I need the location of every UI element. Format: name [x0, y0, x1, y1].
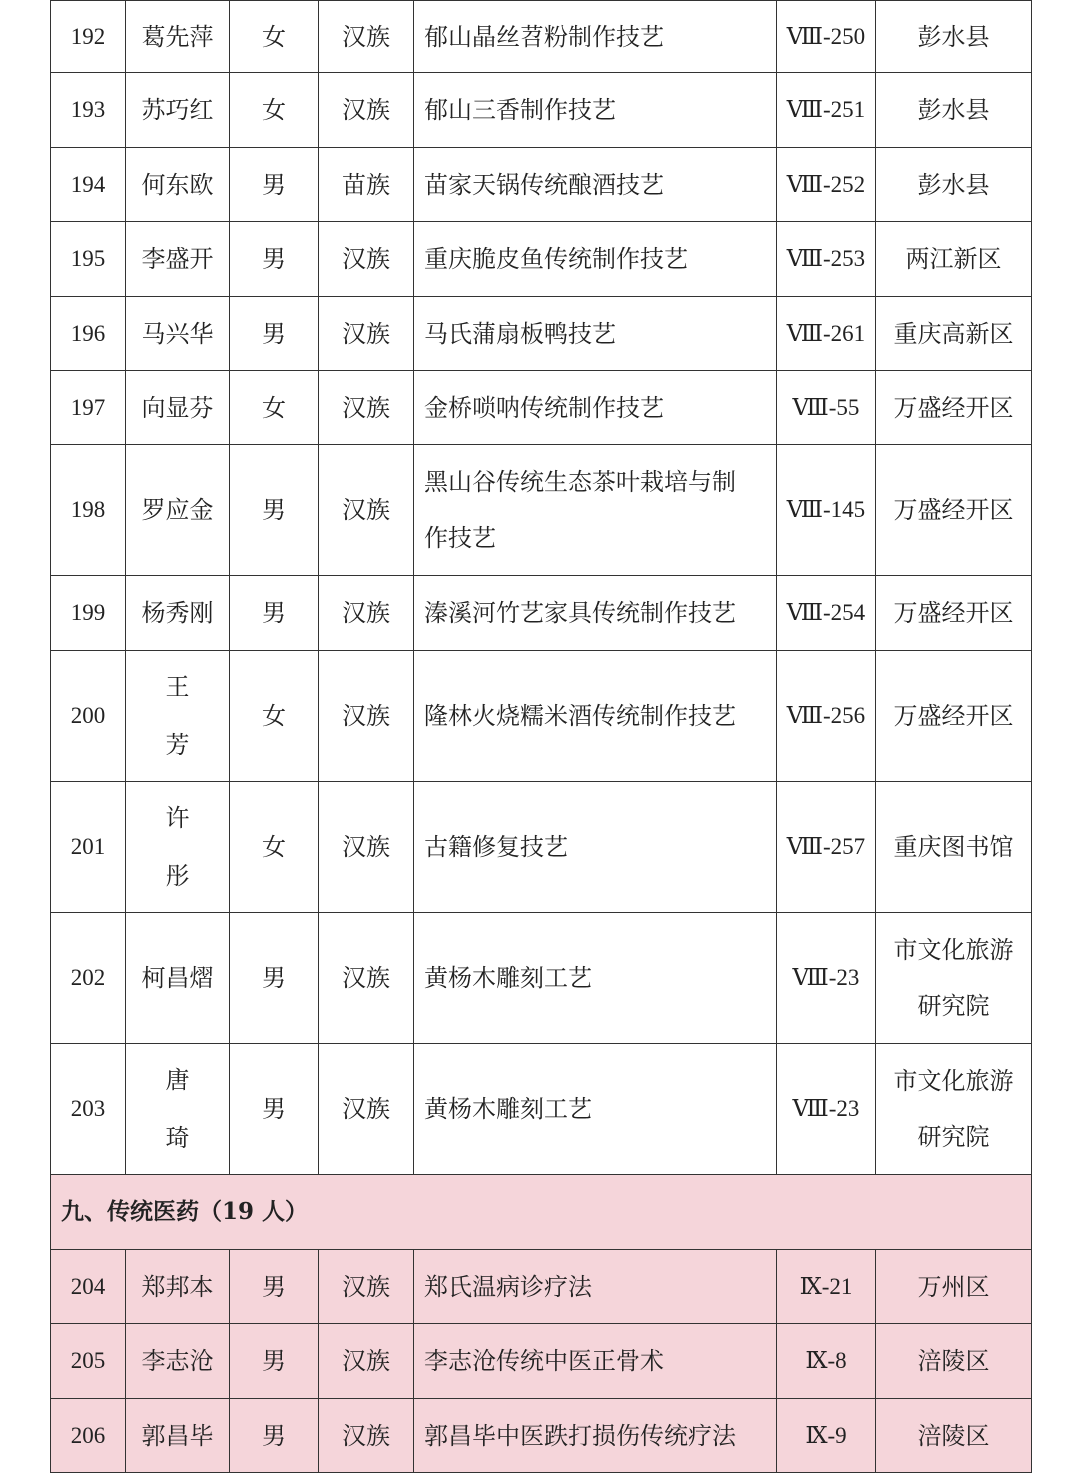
unit-line: 研究院: [917, 1123, 990, 1151]
cell-number: 199: [51, 576, 126, 651]
cell-code: Ⅷ-252: [777, 148, 876, 222]
cell-number: 203: [51, 1044, 126, 1175]
name-char: 芳: [165, 731, 190, 759]
cell-ethnicity: 汉族: [319, 222, 414, 297]
table-row: [51, 1, 1032, 73]
cell-ethnicity: 汉族: [319, 297, 414, 371]
cell-number: 206: [51, 1399, 126, 1473]
cell-code: Ⅸ-8: [777, 1324, 876, 1399]
cell-code: Ⅸ-9: [777, 1399, 876, 1473]
table-row: [51, 1250, 1032, 1324]
inheritor-table: [50, 0, 1032, 1473]
cell-unit: 涪陵区: [876, 1324, 1032, 1399]
cell-ethnicity: 汉族: [319, 371, 414, 445]
cell-number: 204: [51, 1250, 126, 1324]
name-char: 王: [165, 673, 190, 701]
cell-unit: 万盛经开区: [876, 445, 1032, 576]
cell-project: 金桥唢呐传统制作技艺: [414, 371, 777, 445]
cell-ethnicity: 苗族: [319, 148, 414, 222]
cell-gender: 男: [230, 1250, 319, 1324]
cell-unit: 重庆图书馆: [876, 782, 1032, 913]
cell-number: 202: [51, 913, 126, 1044]
cell-name: 葛先萍: [126, 1, 230, 73]
cell-ethnicity: 汉族: [319, 445, 414, 576]
name-char: 唐: [165, 1066, 190, 1094]
table-row: [51, 1324, 1032, 1399]
cell-ethnicity: 汉族: [319, 1044, 414, 1175]
cell-code: Ⅷ-145: [777, 445, 876, 576]
cell-number: 198: [51, 445, 126, 576]
cell-ethnicity: 汉族: [319, 1399, 414, 1473]
cell-gender: 男: [230, 297, 319, 371]
table-row: [51, 73, 1032, 148]
cell-unit: 彭水县: [876, 73, 1032, 148]
cell-name: [126, 1044, 230, 1175]
table-row: [51, 445, 1032, 576]
cell-project: 溱溪河竹艺家具传统制作技艺: [414, 576, 777, 651]
cell-project: 马氏蒲扇板鸭技艺: [414, 297, 777, 371]
cell-gender: 女: [230, 782, 319, 913]
name-char: 彤: [165, 862, 190, 890]
cell-name: 李志沧: [126, 1324, 230, 1399]
cell-gender: 女: [230, 73, 319, 148]
cell-code: Ⅸ-21: [777, 1250, 876, 1324]
cell-number: 201: [51, 782, 126, 913]
cell-unit: 两江新区: [876, 222, 1032, 297]
cell-name: 向显芬: [126, 371, 230, 445]
cell-unit: 万盛经开区: [876, 371, 1032, 445]
cell-gender: 女: [230, 371, 319, 445]
name-char: 琦: [165, 1124, 190, 1152]
cell-project: 李志沧传统中医正骨术: [414, 1324, 777, 1399]
cell-unit: 彭水县: [876, 148, 1032, 222]
cell-name: 李盛开: [126, 222, 230, 297]
cell-code: Ⅷ-254: [777, 576, 876, 651]
cell-project: 黄杨木雕刻工艺: [414, 1044, 777, 1175]
table-row: [51, 782, 1032, 913]
cell-unit: 涪陵区: [876, 1399, 1032, 1473]
cell-unit: [876, 913, 1032, 1044]
cell-name: [126, 782, 230, 913]
section-heading: 九、传统医药（19 人）: [51, 1175, 1032, 1250]
unit-line: 研究院: [917, 992, 990, 1020]
cell-gender: 男: [230, 222, 319, 297]
table-row: [51, 148, 1032, 222]
table-row: [51, 1399, 1032, 1473]
cell-unit: [876, 1044, 1032, 1175]
cell-gender: 女: [230, 1, 319, 73]
cell-gender: 女: [230, 651, 319, 782]
cell-project: 隆林火烧糯米酒传统制作技艺: [414, 651, 777, 782]
cell-unit: 重庆高新区: [876, 297, 1032, 371]
cell-ethnicity: 汉族: [319, 913, 414, 1044]
cell-code: Ⅷ-251: [777, 73, 876, 148]
table-row: [51, 297, 1032, 371]
cell-number: 195: [51, 222, 126, 297]
cell-unit: 彭水县: [876, 1, 1032, 73]
cell-project: 郁山三香制作技艺: [414, 73, 777, 148]
cell-number: 197: [51, 371, 126, 445]
table-row: [51, 651, 1032, 782]
cell-project: [414, 445, 777, 576]
cell-number: 200: [51, 651, 126, 782]
cell-gender: 男: [230, 1044, 319, 1175]
cell-project: 郭昌毕中医跌打损伤传统疗法: [414, 1399, 777, 1473]
cell-code: Ⅷ-23: [777, 1044, 876, 1175]
project-line: 作技艺: [424, 524, 496, 552]
table-row: [51, 371, 1032, 445]
cell-code: Ⅷ-253: [777, 222, 876, 297]
cell-code: Ⅷ-55: [777, 371, 876, 445]
cell-gender: 男: [230, 913, 319, 1044]
name-char: 许: [165, 804, 190, 832]
cell-number: 196: [51, 297, 126, 371]
cell-project: 黄杨木雕刻工艺: [414, 913, 777, 1044]
cell-ethnicity: 汉族: [319, 1, 414, 73]
cell-ethnicity: 汉族: [319, 1250, 414, 1324]
unit-line: 市文化旅游: [893, 936, 1014, 964]
cell-ethnicity: 汉族: [319, 651, 414, 782]
cell-name: 郑邦本: [126, 1250, 230, 1324]
cell-name: 柯昌熠: [126, 913, 230, 1044]
cell-code: Ⅷ-261: [777, 297, 876, 371]
cell-number: 192: [51, 1, 126, 73]
cell-gender: 男: [230, 576, 319, 651]
cell-gender: 男: [230, 1399, 319, 1473]
cell-ethnicity: 汉族: [319, 576, 414, 651]
cell-gender: 男: [230, 148, 319, 222]
cell-number: 194: [51, 148, 126, 222]
cell-project: 郑氏温病诊疗法: [414, 1250, 777, 1324]
cell-name: 罗应金: [126, 445, 230, 576]
cell-name: 马兴华: [126, 297, 230, 371]
cell-ethnicity: 汉族: [319, 73, 414, 148]
cell-code: Ⅷ-257: [777, 782, 876, 913]
table-row: [51, 222, 1032, 297]
cell-code: Ⅷ-250: [777, 1, 876, 73]
cell-name: 何东欧: [126, 148, 230, 222]
section-heading-row: [51, 1175, 1032, 1250]
cell-unit: 万州区: [876, 1250, 1032, 1324]
cell-name: 苏巧红: [126, 73, 230, 148]
cell-project: 苗家天锅传统酿酒技艺: [414, 148, 777, 222]
cell-project: 重庆脆皮鱼传统制作技艺: [414, 222, 777, 297]
cell-project: 古籍修复技艺: [414, 782, 777, 913]
cell-ethnicity: 汉族: [319, 782, 414, 913]
cell-name: 杨秀刚: [126, 576, 230, 651]
cell-gender: 男: [230, 445, 319, 576]
cell-gender: 男: [230, 1324, 319, 1399]
cell-code: Ⅷ-23: [777, 913, 876, 1044]
cell-name: 郭昌毕: [126, 1399, 230, 1473]
cell-code: Ⅷ-256: [777, 651, 876, 782]
cell-unit: 万盛经开区: [876, 651, 1032, 782]
cell-number: 193: [51, 73, 126, 148]
cell-project: 郁山晶丝苕粉制作技艺: [414, 1, 777, 73]
cell-number: 205: [51, 1324, 126, 1399]
table-row: [51, 576, 1032, 651]
table-row: [51, 913, 1032, 1044]
cell-name: [126, 651, 230, 782]
cell-ethnicity: 汉族: [319, 1324, 414, 1399]
unit-line: 市文化旅游: [893, 1067, 1014, 1095]
cell-unit: 万盛经开区: [876, 576, 1032, 651]
table-row: [51, 1044, 1032, 1175]
project-line: 黑山谷传统生态茶叶栽培与制: [424, 468, 736, 496]
